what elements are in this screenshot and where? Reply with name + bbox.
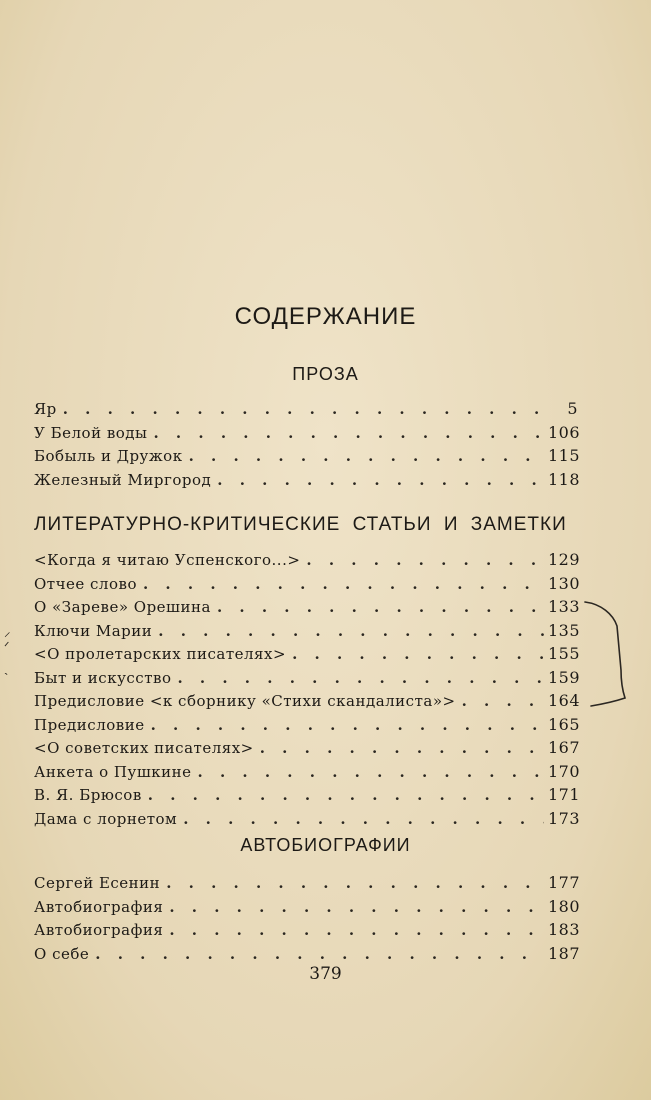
toc-entry-page: 183 xyxy=(548,920,581,939)
toc-entry[interactable] xyxy=(34,597,581,621)
pencil-bracket-icon xyxy=(583,600,643,710)
toc-entry-title: Быт и искусство xyxy=(34,668,172,687)
dot-leader xyxy=(177,669,544,687)
toc-list-prose xyxy=(34,399,581,493)
toc-entry-page: 135 xyxy=(548,620,581,640)
toc-entry[interactable] xyxy=(34,644,581,668)
dot-leader xyxy=(166,874,544,892)
toc-entry-title: Автобиография xyxy=(34,921,164,939)
toc-entry-title: У Белой воды xyxy=(34,423,148,442)
toc-entry-page: 155 xyxy=(548,644,581,663)
toc-entry-page: 171 xyxy=(548,785,581,804)
margin-tick-icon: ˴ xyxy=(4,665,9,680)
toc-entry-page: 130 xyxy=(548,573,581,593)
section-heading-prose: ПРОЗА xyxy=(292,364,359,384)
dot-leader xyxy=(169,898,544,916)
toc-entry[interactable] xyxy=(34,873,581,897)
toc-list-autobiographies xyxy=(34,873,581,967)
toc-entry-page: 173 xyxy=(548,808,581,828)
toc-entry-page: 177 xyxy=(548,873,581,892)
toc-entry[interactable] xyxy=(34,399,578,423)
dot-leader xyxy=(63,400,544,418)
toc-entry[interactable] xyxy=(34,808,581,833)
toc-entry[interactable] xyxy=(34,469,581,494)
toc-list-literary xyxy=(34,550,581,832)
toc-entry[interactable] xyxy=(34,620,581,645)
toc-entry-title: Ключи Марии xyxy=(34,621,153,640)
toc-entry-page: 133 xyxy=(548,597,581,616)
toc-entry[interactable] xyxy=(34,714,581,739)
toc-entry[interactable] xyxy=(34,785,581,809)
page-number: 379 xyxy=(309,964,342,984)
toc-entry-title: <О пролетарских писателях> xyxy=(34,645,287,663)
toc-entry-title: Автобиография xyxy=(34,897,164,916)
toc-entry-title: Отчее слово xyxy=(34,574,137,593)
toc-entry-page: 165 xyxy=(548,714,581,734)
toc-entry[interactable] xyxy=(34,691,581,715)
toc-entry-page: 180 xyxy=(548,896,581,916)
toc-entry-title: О «Зареве» Орешина xyxy=(34,598,211,616)
dot-leader xyxy=(95,945,544,963)
toc-entry[interactable] xyxy=(34,667,581,692)
toc-entry-title: В. Я. Брюсов xyxy=(34,786,142,804)
toc-entry-page: 5 xyxy=(567,399,578,418)
toc-entry-title: Железный Миргород xyxy=(34,470,212,489)
toc-entry-title: О себе xyxy=(34,944,90,963)
toc-entry[interactable] xyxy=(34,550,581,574)
toc-entry-title: Бобыль и Дружок xyxy=(34,447,183,465)
dot-leader xyxy=(148,786,544,804)
toc-entry[interactable] xyxy=(34,573,581,598)
toc-entry-page: 106 xyxy=(548,422,581,442)
toc-entry-title: Предисловие xyxy=(34,715,145,734)
dot-leader xyxy=(217,598,544,616)
toc-entry-title: Предисловие <к сборнику «Стихи скандалиста»> xyxy=(34,692,456,710)
toc-entry[interactable] xyxy=(34,738,581,762)
toc-entry[interactable] xyxy=(34,422,581,447)
dot-leader xyxy=(151,716,544,734)
section-heading-autobiographies: АВТОБИОГРАФИИ xyxy=(240,835,411,855)
dot-leader xyxy=(292,645,544,663)
toc-entry[interactable] xyxy=(34,761,581,786)
toc-entry[interactable] xyxy=(34,896,581,921)
toc-entry-title: Яр xyxy=(34,400,57,418)
toc-entry-title: Анкета о Пушкине xyxy=(34,762,192,781)
page-title: СОДЕРЖАНИЕ xyxy=(234,303,417,330)
toc-entry-page: 115 xyxy=(548,446,581,465)
margin-tick-icon: ᐟ xyxy=(4,640,10,655)
toc-entry-title: <Когда я читаю Успенского...> xyxy=(34,551,301,569)
dot-leader xyxy=(189,447,544,465)
dot-leader xyxy=(217,471,544,489)
dot-leader xyxy=(260,739,544,757)
dot-leader xyxy=(143,575,544,593)
toc-entry-page: 167 xyxy=(548,738,581,757)
section-heading-literary: ЛИТЕРАТУРНО-КРИТИЧЕСКИЕ СТАТЬИ И ЗАМЕТКИ xyxy=(34,514,567,535)
dot-leader xyxy=(198,763,544,781)
toc-entry-title: Сергей Есенин xyxy=(34,874,161,892)
toc-entry-page: 170 xyxy=(548,761,581,781)
dot-leader xyxy=(306,551,544,569)
toc-entry-page: 159 xyxy=(548,667,581,687)
dot-leader xyxy=(169,921,544,939)
toc-entry-page: 187 xyxy=(548,943,581,963)
toc-entry-title: <О советских писателях> xyxy=(34,739,254,757)
toc-entry-page: 118 xyxy=(548,469,581,489)
toc-entry-title: Дама с лорнетом xyxy=(34,809,178,828)
toc-entry-page: 129 xyxy=(548,550,581,569)
dot-leader xyxy=(153,424,544,442)
toc-entry-page: 164 xyxy=(548,691,581,710)
toc-entry[interactable] xyxy=(34,920,581,944)
dot-leader xyxy=(183,810,544,828)
margin-tick-icon: ⸝ xyxy=(4,625,11,640)
dot-leader xyxy=(462,692,544,710)
dot-leader xyxy=(158,622,544,640)
toc-entry[interactable] xyxy=(34,446,581,470)
